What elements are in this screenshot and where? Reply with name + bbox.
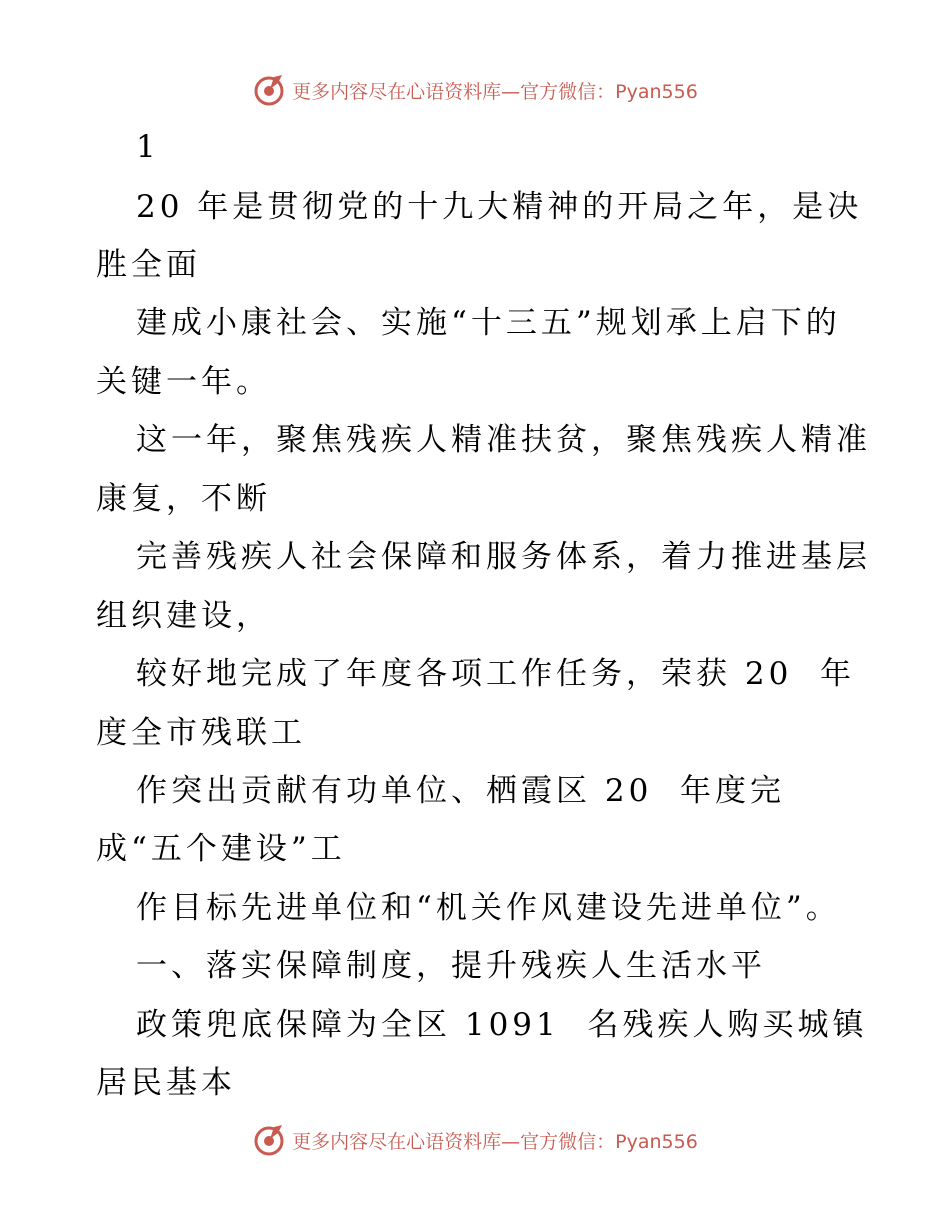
text-line: 较好地完成了年度各项工作任务，荣获 20 年: [136, 656, 856, 692]
watermark-text: [292, 77, 698, 104]
watermark-separator: —: [501, 80, 521, 103]
watermark-separator: —: [501, 1130, 521, 1153]
watermark-wechat: 官方微信：Pyan556: [520, 80, 698, 103]
text-line: 关键一年。: [96, 364, 271, 400]
text-line: 居民基本: [96, 1065, 236, 1101]
text-line: 政策兜底保障为全区 1091 名残疾人购买城镇: [136, 1007, 868, 1043]
text-line: 作目标先进单位和“机关作风建设先进单位”。: [136, 890, 841, 926]
text-line: 完善残疾人社会保障和服务体系，着力推进基层: [136, 539, 871, 575]
quill-circle-logo-icon: [252, 73, 286, 107]
text-line: 这一年，聚焦残疾人精准扶贫，聚焦残疾人精准: [136, 422, 871, 458]
footer-watermark-banner: [0, 1120, 950, 1160]
text-line: 成“五个建设”工: [96, 831, 346, 867]
section-heading: 一、落实保障制度，提升残疾人生活水平: [136, 948, 766, 984]
text-line: 建成小康社会、实施“十三五”规划承上启下的: [136, 305, 841, 341]
header-watermark-banner: [0, 70, 950, 110]
text-line: 20 年是贯彻党的十九大精神的开局之年，是决: [136, 189, 863, 225]
text-line: 胜全面: [96, 247, 201, 283]
quill-circle-logo-icon: [252, 1123, 286, 1157]
watermark-main: 更多内容尽在心语资料库: [292, 1130, 502, 1153]
text-line: 度全市残联工: [96, 715, 306, 751]
watermark-text: [292, 1127, 698, 1154]
text-line: 组织建设，: [96, 598, 271, 634]
text-line: 康复，不断: [96, 481, 271, 517]
text-line: 1: [136, 129, 160, 165]
watermark-wechat: 官方微信：Pyan556: [520, 1130, 698, 1153]
watermark-main: 更多内容尽在心语资料库: [292, 80, 502, 103]
text-line: 作突出贡献有功单位、栖霞区 20 年度完: [136, 773, 786, 809]
